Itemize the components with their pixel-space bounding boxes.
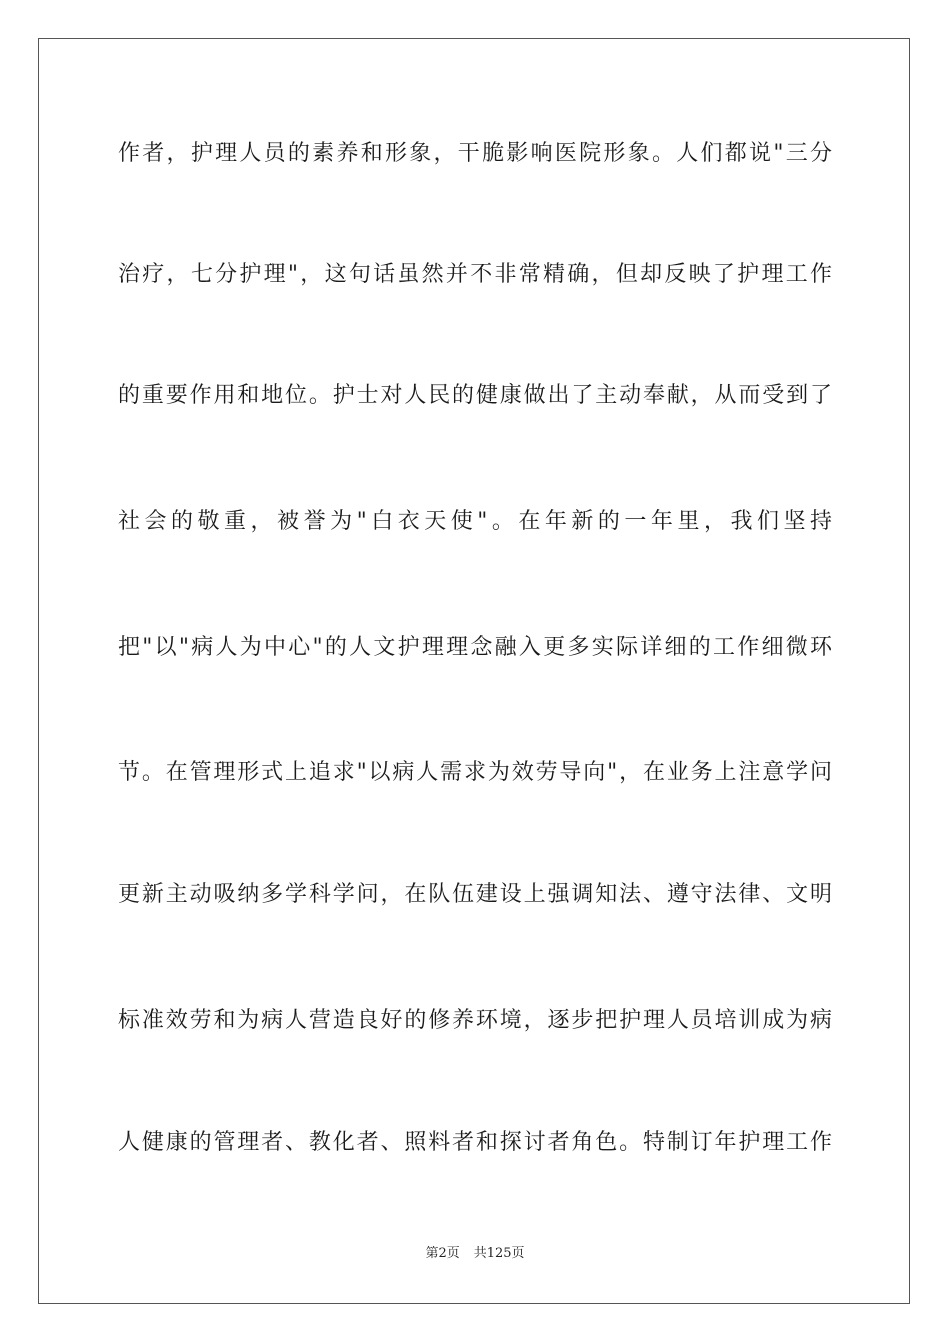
page-border (38, 38, 910, 1304)
text-line: 人健康的管理者、教化者、照料者和探讨者角色。特制订年护理工作 (118, 1130, 832, 1155)
text-line: 更新主动吸纳多学科学问，在队伍建设上强调知法、遵守法律、文明 (118, 882, 832, 907)
text-line: 的重要作用和地位。护士对人民的健康做出了主动奉献，从而受到了 (118, 383, 832, 408)
page-footer (0, 1245, 950, 1263)
text-line: 标准效劳和为病人营造良好的修养环境，逐步把护理人员培训成为病 (118, 1008, 832, 1033)
text-line: 治疗，七分护理"，这句话虽然并不非常精确，但却反映了护理工作 (118, 262, 832, 287)
page-number-total: 共125页 (473, 1246, 525, 1261)
text-line: 节。在管理形式上追求"以病人需求为效劳导向"，在业务上注意学问 (118, 760, 832, 785)
text-line: 把"以"病人为中心"的人文护理理念融入更多实际详细的工作细微环 (118, 635, 832, 660)
text-line: 作者，护理人员的素养和形象，干脆影响医院形象。人们都说"三分 (118, 141, 832, 166)
page-number-current: 第2页 (425, 1246, 460, 1261)
text-line: 社会的敬重，被誉为"白衣天使"。在年新的一年里，我们坚持 (118, 509, 832, 534)
